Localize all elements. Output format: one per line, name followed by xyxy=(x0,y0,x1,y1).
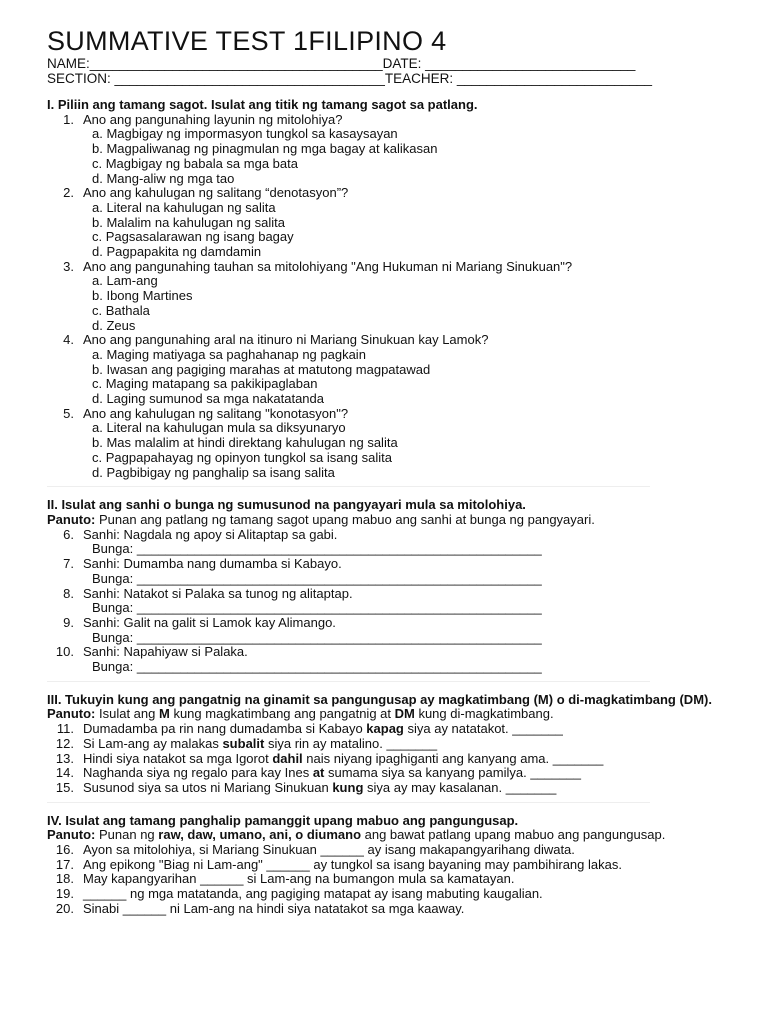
section-2-panuto xyxy=(47,513,727,528)
panuto-text: Punan ang patlang ng tamang sagot upang mabuo ang sanhi at bunga ng pangyayari. xyxy=(95,511,595,527)
question-text: Ano ang kahulugan ng salitang "konotasyon"? xyxy=(83,405,349,421)
bunga-line[interactable]: Bunga: ________________________________________________________ xyxy=(92,570,542,586)
item-12 xyxy=(47,737,727,752)
sanhi-text: Sanhi: Nagdala ng apoy si Alitaptap sa gabi. xyxy=(83,526,338,542)
test-page xyxy=(47,26,727,917)
option-a: a. Literal na kahulugan ng salita xyxy=(92,199,276,215)
section-divider xyxy=(47,802,650,803)
question-number: 1. xyxy=(63,111,74,127)
panuto-choices: raw, daw, umano, ani, o diumano xyxy=(158,827,362,843)
item-number: 19. xyxy=(55,886,74,902)
section-3-panuto xyxy=(47,707,727,722)
question-number: 2. xyxy=(63,185,74,201)
sanhi-text: Sanhi: Dumamba nang dumamba si Kabayo. xyxy=(83,556,342,572)
question-text: Ano ang pangunahing layunin ng mitolohiya? xyxy=(83,111,343,127)
section-4-items xyxy=(47,843,727,917)
item-text: Dumadamba pa rin nang dumadamba si Kabayo kapag siya ay natatakot. _______ xyxy=(83,721,563,737)
option-b: b. Magpaliwanag ng pinagmulan ng mga bagay at kalikasan xyxy=(92,141,438,157)
option-a: a. Magbigay ng impormasyon tungkol sa kasaysayan xyxy=(92,126,398,142)
option-b: b. Malalim na kahulugan ng salita xyxy=(92,214,285,230)
sanhi-text: Sanhi: Natakot si Palaka sa tunog ng alitaptap. xyxy=(83,585,353,601)
question-5 xyxy=(47,407,727,481)
question-number: 3. xyxy=(63,258,74,274)
item-number: 13. xyxy=(55,750,74,766)
panuto-label: Panuto: xyxy=(47,827,96,843)
panuto-label: Panuto: xyxy=(47,706,96,722)
question-1 xyxy=(47,113,727,187)
pangatnig: subalit xyxy=(222,735,265,751)
section-1-questions xyxy=(47,113,727,481)
item-8 xyxy=(47,587,727,616)
item-7 xyxy=(47,557,727,586)
page-title: SUMMATIVE TEST 1FILIPINO 4 xyxy=(47,26,447,56)
option-c: c. Magbigay ng babala sa mga bata xyxy=(92,155,298,171)
option-c: c. Bathala xyxy=(92,302,150,318)
name-blank[interactable]: _______________________________________ xyxy=(89,56,383,71)
panuto-dm: DM xyxy=(394,706,415,722)
item-20 xyxy=(47,902,727,917)
option-b: b. Mas malalim at hindi direktang kahulugan ng salita xyxy=(92,435,398,451)
option-d: d. Pagbibigay ng panghalip sa isang salita xyxy=(92,464,335,480)
section-3-items xyxy=(47,722,727,796)
pangatnig: dahil xyxy=(272,750,303,766)
item-number: 7. xyxy=(63,556,74,572)
item-text: May kapangyarihan ______ si Lam-ang na bumangon mula sa kamatayan. xyxy=(83,871,515,887)
item-number: 6. xyxy=(63,526,74,542)
teacher-label: TEACHER: xyxy=(384,71,454,86)
item-17 xyxy=(47,858,727,873)
item-number: 14. xyxy=(55,765,74,781)
teacher-blank[interactable]: __________________________ xyxy=(456,71,653,86)
item-number: 18. xyxy=(55,871,74,887)
pangatnig: at xyxy=(312,765,325,781)
option-d: d. Mang-aliw ng mga tao xyxy=(92,170,235,186)
item-text: Ayon sa mitolohiya, si Mariang Sinukuan ______ ay isang makapangyarihang diwata. xyxy=(83,842,575,858)
pangatnig: kung xyxy=(332,779,364,795)
option-c: c. Maging matapang sa pakikipaglaban xyxy=(92,376,318,392)
name-date-line xyxy=(47,56,727,71)
sanhi-text: Sanhi: Galit na galit si Lamok kay Alimango. xyxy=(83,614,336,630)
section-3-title: III. Tukuyin kung ang pangatnig na ginamit sa pangungusap ay magkatimbang (M) o di-magkatimbang (DM). xyxy=(47,691,712,707)
question-text: Ano ang pangunahing tauhan sa mitolohiyang "Ang Hukuman ni Mariang Sinukuan"? xyxy=(83,258,573,274)
item-number: 16. xyxy=(55,842,74,858)
question-text: Ano ang pangunahing aral na itinuro ni Mariang Sinukuan kay Lamok? xyxy=(83,332,489,348)
section-divider xyxy=(47,681,650,682)
item-text: Ang epikong "Biag ni Lam-ang" ______ ay tungkol sa isang bayaning may pambihirang lakas. xyxy=(83,856,622,872)
item-text: Hindi siya natakot sa mga Igorot dahil nais niyang ipaghiganti ang kanyang ama. _______ xyxy=(83,750,604,766)
item-15 xyxy=(47,781,727,796)
bunga-line[interactable]: Bunga: ________________________________________________________ xyxy=(92,659,542,675)
item-11 xyxy=(47,722,727,737)
option-a: a. Literal na kahulugan mula sa diksyunaryo xyxy=(92,420,346,436)
date-label: DATE: xyxy=(382,56,422,71)
section-label: SECTION: xyxy=(47,71,111,86)
section-2-items xyxy=(47,528,727,675)
section-divider xyxy=(47,486,650,487)
panuto-text: Isulat ang xyxy=(95,706,159,722)
item-number: 11. xyxy=(56,721,74,737)
item-18 xyxy=(47,872,727,887)
item-16 xyxy=(47,843,727,858)
item-text: Si Lam-ang ay malakas subalit siya rin ay matalino. _______ xyxy=(83,735,438,751)
item-19 xyxy=(47,887,727,902)
section-4-title: IV. Isulat ang tamang panghalip pamanggit upang mabuo ang pangungusap. xyxy=(47,812,519,828)
item-13 xyxy=(47,752,727,767)
panuto-text: kung di-magkatimbang. xyxy=(414,706,554,722)
item-text: Sinabi ______ ni Lam-ang na hindi siya natatakot sa mga kaaway. xyxy=(83,900,465,916)
sanhi-text: Sanhi: Napahiyaw si Palaka. xyxy=(83,644,248,660)
item-14 xyxy=(47,766,727,781)
item-6 xyxy=(47,528,727,557)
option-c: c. Pagpapahayag ng opinyon tungkol sa isang salita xyxy=(92,449,392,465)
bunga-line[interactable]: Bunga: ________________________________________________________ xyxy=(92,629,542,645)
question-number: 4. xyxy=(63,332,74,348)
option-b: b. Iwasan ang pagiging marahas at matutong magpatawad xyxy=(92,361,431,377)
item-number: 8. xyxy=(63,585,74,601)
option-d: d. Laging sumunod sa mga nakatatanda xyxy=(92,391,325,407)
question-4 xyxy=(47,333,727,407)
item-text: Naghanda siya ng regalo para kay Ines at sumama siya sa kanyang pamilya. _______ xyxy=(83,765,581,781)
pangatnig: kapag xyxy=(366,721,404,737)
option-a: a. Lam-ang xyxy=(92,273,158,289)
option-d: d. Pagpapakita ng damdamin xyxy=(92,244,262,260)
item-text: ______ ng mga matatanda, ang pagiging matapat ay isang mabuting kaugalian. xyxy=(83,886,543,902)
item-number: 10. xyxy=(55,644,74,660)
item-9 xyxy=(47,616,727,645)
bunga-line[interactable]: Bunga: ________________________________________________________ xyxy=(92,600,542,616)
question-number: 5. xyxy=(63,405,74,421)
panuto-text: ang bawat patlang upang mabuo ang pangungusap. xyxy=(361,827,666,843)
item-number: 20. xyxy=(55,900,74,916)
name-label: NAME: xyxy=(47,56,90,71)
option-d: d. Zeus xyxy=(92,317,136,333)
item-number: 12. xyxy=(55,735,74,751)
question-text: Ano ang kahulugan ng salitang “denotasyon”? xyxy=(83,185,349,201)
panuto-label: Panuto: xyxy=(47,511,96,527)
section-blank[interactable]: ____________________________________ xyxy=(114,71,385,86)
section-1-title: I. Piliin ang tamang sagot. Isulat ang titik ng tamang sagot sa patlang. xyxy=(47,97,478,112)
item-number: 9. xyxy=(63,614,74,630)
panuto-text: kung magkatimbang ang pangatnig at xyxy=(169,706,395,722)
section-2-title: II. Isulat ang sanhi o bunga ng sumusunod na pangyayari mula sa mitolohiya. xyxy=(47,497,526,513)
bunga-line[interactable]: Bunga: ________________________________________________________ xyxy=(92,541,542,557)
section-4-panuto xyxy=(47,828,727,843)
item-number: 17. xyxy=(55,856,74,872)
panuto-text: Punan ng xyxy=(95,827,159,843)
option-b: b. Ibong Martines xyxy=(92,288,193,304)
option-a: a. Maging matiyaga sa paghahanap ng pagkain xyxy=(92,346,366,362)
date-blank[interactable]: ____________________________ xyxy=(425,56,636,71)
item-10 xyxy=(47,645,727,674)
panuto-m: M xyxy=(159,706,170,722)
item-number: 15. xyxy=(55,779,74,795)
section-teacher-line xyxy=(47,71,727,86)
question-2 xyxy=(47,186,727,260)
question-3 xyxy=(47,260,727,334)
option-c: c. Pagsasalarawan ng isang bagay xyxy=(92,229,294,245)
item-text: Susunod siya sa utos ni Mariang Sinukuan kung siya ay may kasalanan. _______ xyxy=(83,779,557,795)
